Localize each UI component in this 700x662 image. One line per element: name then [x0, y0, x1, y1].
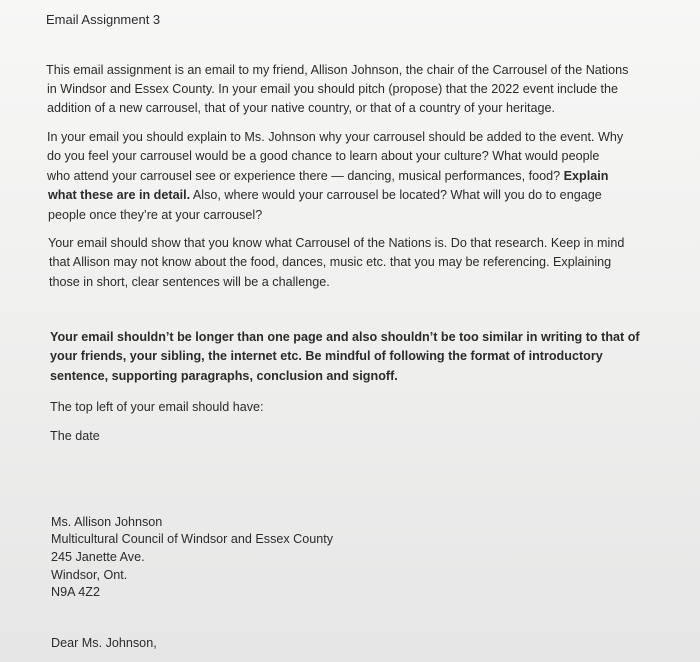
explain-line-3: [47, 167, 608, 185]
document-title: Email Assignment 3: [46, 12, 161, 27]
intro-line-3: addition of a new carrousel, that of your native country, or that of a country of your heritage.: [47, 101, 555, 115]
address-city: Windsor, Ont.: [51, 568, 128, 582]
rules-line-3: sentence, supporting paragraphs, conclusion and signoff.: [50, 369, 398, 383]
explain-line-1: In your email you should explain to Ms. Johnson why your carrousel should be added to the event. Why: [47, 130, 624, 144]
format-date: The date: [50, 429, 100, 443]
explain-line-4: [48, 186, 602, 204]
explain-line-4-text: Also, where would your carrousel be located? What will you do to engage: [190, 188, 602, 202]
explain-line-2: do you feel your carrousel would be a good chance to learn about your culture? What would people: [47, 149, 600, 163]
intro-line-2: in Windsor and Essex County. In your email you should pitch (propose) that the 2022 event include the: [47, 82, 619, 96]
explain-line-5: people once they’re at your carrousel?: [48, 208, 263, 222]
format-top-left: The top left of your email should have:: [50, 400, 264, 414]
rules-line-2: your friends, your sibling, the internet etc. Be mindful of following the format of introductory: [50, 349, 603, 363]
address-organization: Multicultural Council of Windsor and Essex County: [51, 532, 334, 546]
intro-line-1: This email assignment is an email to my friend, Allison Johnson, the chair of the Carrousel of the Nations: [46, 63, 629, 77]
salutation: Dear Ms. Johnson,: [51, 636, 157, 650]
research-line-1: Your email should show that you know what Carrousel of the Nations is. Do that research. Keep in mind: [48, 236, 625, 250]
research-line-2: that Allison may not know about the food, dances, music etc. that you may be referencing. Explaining: [49, 255, 612, 269]
address-street: 245 Janette Ave.: [51, 550, 145, 564]
explain-line-4-bold: what these are in detail.: [48, 188, 191, 202]
address-postal-code: N9A 4Z2: [51, 585, 101, 599]
research-line-3: those in short, clear sentences will be a challenge.: [49, 275, 330, 289]
explain-line-3-bold: Explain: [563, 169, 609, 183]
rules-line-1: Your email shouldn’t be longer than one page and also shouldn’t be too similar in writing to that of: [50, 330, 640, 344]
address-name: Ms. Allison Johnson: [51, 515, 163, 529]
explain-line-3-text: who attend your carrousel see or experience there — dancing, musical performances, food?: [47, 169, 564, 183]
